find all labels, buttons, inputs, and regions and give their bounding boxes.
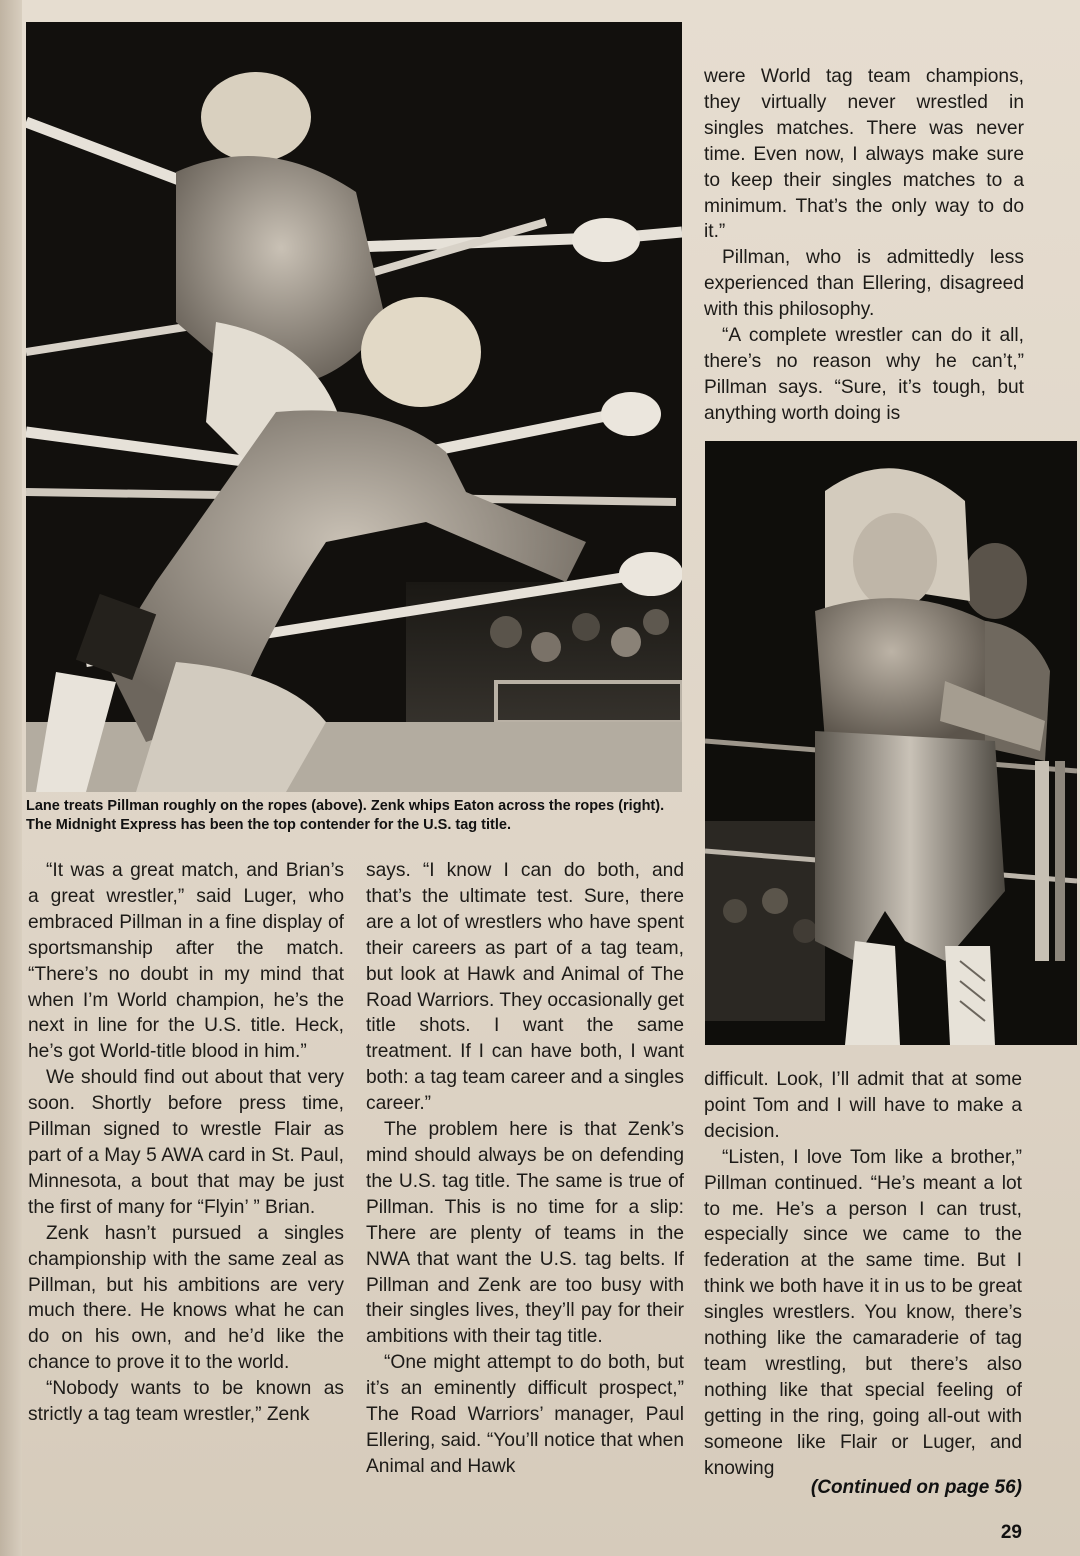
article-column-1	[28, 858, 344, 1428]
paragraph: Pillman, who is admittedly less experienced than Ellering, disagreed with this philosophy.	[704, 247, 1024, 321]
article-column-3-top	[704, 64, 1024, 427]
photo-wrestlers-on-ropes	[26, 22, 682, 792]
paragraph: difficult. Look, I’ll admit that at some point Tom and I will have to make a decision.	[704, 1069, 1022, 1142]
paragraph: “A complete wrestler can do it all, there’s no reason why he can’t,” Pillman says. “Sure, it’s tough, but anything worth doing is	[704, 325, 1024, 424]
photo-caption: Lane treats Pillman roughly on the ropes (above). Zenk whips Eaton across the ropes (right). The Midnight Express has been the top contender for the U.S. tag title.	[26, 798, 665, 833]
continued-note: (Continued on page 56)	[810, 1477, 1022, 1498]
photo-zenk-and-eaton	[705, 441, 1077, 1045]
article-column-2	[366, 858, 684, 1480]
paragraph: The problem here is that Zenk’s mind should always be on defending the U.S. tag title. The same is true of Pillman. This is no time for a slip: There are plenty of teams in the NWA that want the U.S. tag belts. If Pillman and Zenk are too busy with their singles lives, they’ll pay for their ambitions with their tag title.	[366, 1119, 684, 1348]
paragraph: We should find out about that very soon. Shortly before press time, Pillman signed to wrestle Flair as part of a May 5 AWA card in St. Paul, Minnesota, a bout that may be just the first of many for “Flyin’ ” Brian.	[28, 1067, 344, 1218]
paragraph: were World tag team champions, they virtually never wrestled in singles matches. There was never time. Even now, I always make sure to keep their singles matches to a minimum. That’s the only way to do it.”	[704, 66, 1024, 243]
paragraph: “Nobody wants to be known as strictly a tag team wrestler,” Zenk	[28, 1378, 344, 1426]
paragraph: Zenk hasn’t pursued a singles championship with the same zeal as Pillman, but his ambitions are very much there. He knows what he can do on his own, and he’d like the chance to prove it to the world.	[28, 1222, 344, 1374]
paragraph: says. “I know I can do both, and that’s the ultimate test. Sure, there are a lot of wrestlers who have spent their careers as part of a tag team, but look at Hawk and Animal of The Road Warriors. They occasionally get title shots. I want the same treatment. If I can have both, I want both: a tag team career and a singles career.”	[366, 860, 684, 1115]
article-column-3-bottom	[704, 1067, 1022, 1482]
paragraph: “One might attempt to do both, but it’s an eminently difficult prospect,” The Road Warriors’ manager, Paul Ellering, said. “You’ll notice that when Animal and Hawk	[366, 1352, 684, 1477]
paragraph: “Listen, I love Tom like a brother,” Pillman continued. “He’s meant a lot to me. He’s a person I can trust, especially since we came to the federation at the same time. But I think we both have it in us to be great singles wrestlers. You know, there’s nothing like the camaraderie of tag team wrestling, but there’s also nothing like that special feeling of getting in the ring, going all-out with someone like Flair or Luger, and knowing	[704, 1146, 1022, 1479]
page-number: 29	[1000, 1522, 1022, 1543]
page-edge	[0, 0, 22, 1556]
paragraph: “It was a great match, and Brian’s a great wrestler,” said Luger, who embraced Pillman in a fine display of sportsmanship after the match. “There’s no doubt in my mind that when I’m World champion, he’s the next in line for the U.S. title. Heck, he’s got World-title blood in him.”	[28, 860, 344, 1063]
